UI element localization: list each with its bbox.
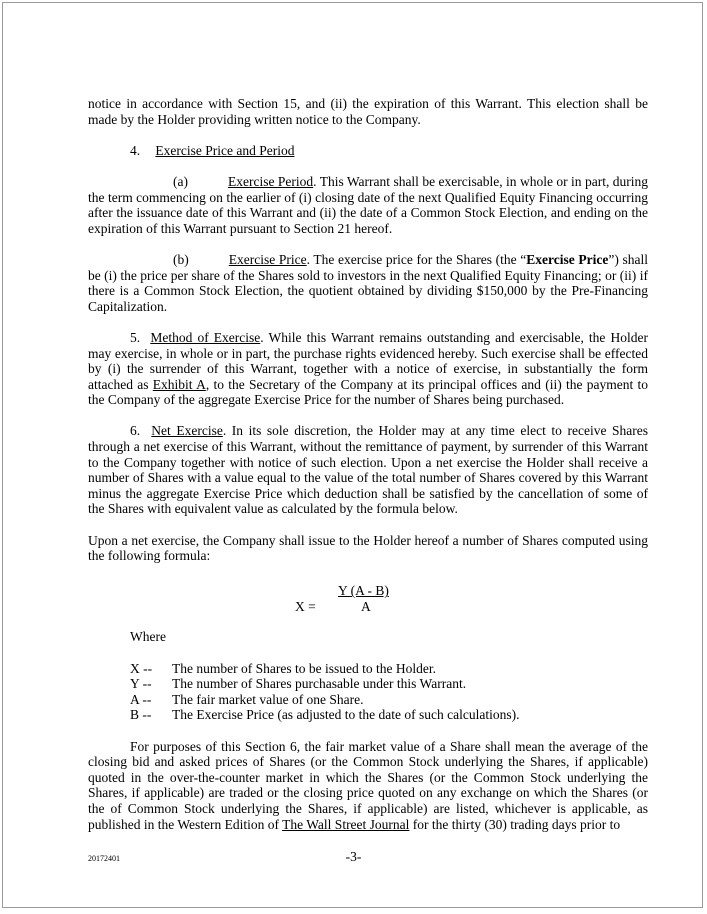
definition-row	[130, 692, 648, 708]
paragraph-text: for the thirty (30) trading days prior to	[409, 816, 621, 832]
definition-row	[130, 676, 648, 692]
paragraph-continuation: notice in accordance with Section 15, and (ii) the expiration of this Warrant. This election shall be made by the Holder providing written notice to the Company.	[88, 96, 648, 127]
section-text: , to the Secretary of the Company at its principal offices and (ii) the payment to the Company of the aggregate Exercise Price for the number of Shares being purchased.	[88, 376, 649, 408]
document-body	[88, 96, 648, 848]
definition-row	[130, 707, 648, 723]
definition-text: The fair market value of one Share.	[172, 691, 364, 707]
section-text: . While this Warrant remains outstanding and exercisable, the Holder may exercise, in whole or in part, the purchase rights evidenced hereby. Such exercise shall be effected by (i) the surrender of this Warrant, together with a notice of exercise, in substantially the form attached as	[88, 329, 649, 392]
formula-definitions	[130, 661, 648, 723]
where-label: Where	[130, 629, 166, 645]
defined-term: Exercise Price	[526, 251, 609, 267]
net-exercise-formula	[88, 579, 648, 619]
net-exercise-paragraph: Upon a net exercise, the Company shall issue to the Holder hereof a number of Shares computed using the following formula:	[88, 532, 648, 564]
definition-symbol: X --	[130, 660, 153, 676]
definition-text: The number of Shares purchasable under this Warrant.	[172, 676, 467, 692]
clause-label: (b)	[173, 251, 189, 267]
exhibit-reference: Exhibit A	[152, 376, 206, 392]
page-number: -3-	[345, 849, 362, 864]
definition-symbol: B --	[130, 707, 152, 723]
section-5-paragraph	[88, 330, 648, 408]
publication-title: The Wall Street Journal	[282, 816, 410, 832]
definition-row	[130, 661, 648, 677]
paragraph-text: For purposes of this Section 6, the fair market value of a Share shall mean the average of the closing bid and asked prices of Shares (or the Common Stock underlying the Shares, if applicable) quoted in the over-the-counter market in which the Shares (or the Common Stock underlying the Shares, if applicable) are traded or the closing price quoted on any exchange on which the Shares (or the of Common Stock underlying the Shares, if applicable) are listed, whichever is applicable, as published in the Western Edition of	[88, 738, 648, 832]
definition-text: The number of Shares to be issued to the Holder.	[172, 660, 436, 676]
clause-title: Exercise Price	[228, 251, 307, 267]
section-4b-paragraph	[88, 252, 648, 314]
fair-market-value-paragraph	[88, 739, 648, 833]
clause-label: (a)	[173, 173, 188, 189]
definition-symbol: A --	[130, 691, 152, 707]
section-number: 5.	[130, 329, 141, 345]
section-number: 4.	[130, 142, 141, 158]
section-number: 6.	[130, 423, 141, 439]
formula-numerator: Y (A - B)	[338, 583, 389, 599]
clause-title: Exercise Period	[227, 173, 314, 189]
formula-lhs: X =	[295, 599, 316, 615]
definition-text: The Exercise Price (as adjusted to the date of such calculations).	[172, 707, 520, 723]
document-id: 20172401	[88, 854, 120, 863]
section-title: Exercise Price and Period	[155, 142, 295, 158]
section-4-heading	[130, 143, 648, 159]
clause-text: . This Warrant shall be exercisable, in whole or in part, during the term commencing on the earlier of (i) closing date of the next Qualified Equity Financing occurring after the issuance date of this Warrant and (ii) the date of a Common Stock Election, and ending on the expiration of this Warrant pursuant to Section 21 hereof.	[88, 173, 649, 236]
section-6-paragraph	[88, 423, 648, 517]
document-page	[2, 2, 703, 908]
definition-symbol: Y --	[130, 676, 152, 692]
clause-text: . The exercise price for the Shares (the “	[306, 251, 527, 267]
section-title: Net Exercise	[151, 423, 223, 439]
section-4a-paragraph	[88, 174, 648, 236]
section-text: . In its sole discretion, the Holder may at any time elect to receive Shares through a net exercise of this Warrant, without the remittance of payment, by surrender of this Warrant to the Company together with notice of such election. Upon a net exercise the Holder shall receive a number of Shares with a value equal to the value of the total number of Shares covered by this Warrant minus the aggregate Exercise Price which deduction shall be satisfied by the cancellation of some of the Shares with equivalent value as calculated by the formula below.	[88, 423, 649, 517]
formula-denominator: A	[361, 599, 371, 615]
clause-text: ”) shall be (i) the price per share of the Shares sold to investors in the next Qualified Equity Financing; or (ii) if there is a Common Stock Election, the quotient obtained by dividing $150,000 by the Pre-Financing Capitalization.	[88, 251, 648, 314]
section-title: Method of Exercise	[150, 329, 261, 345]
